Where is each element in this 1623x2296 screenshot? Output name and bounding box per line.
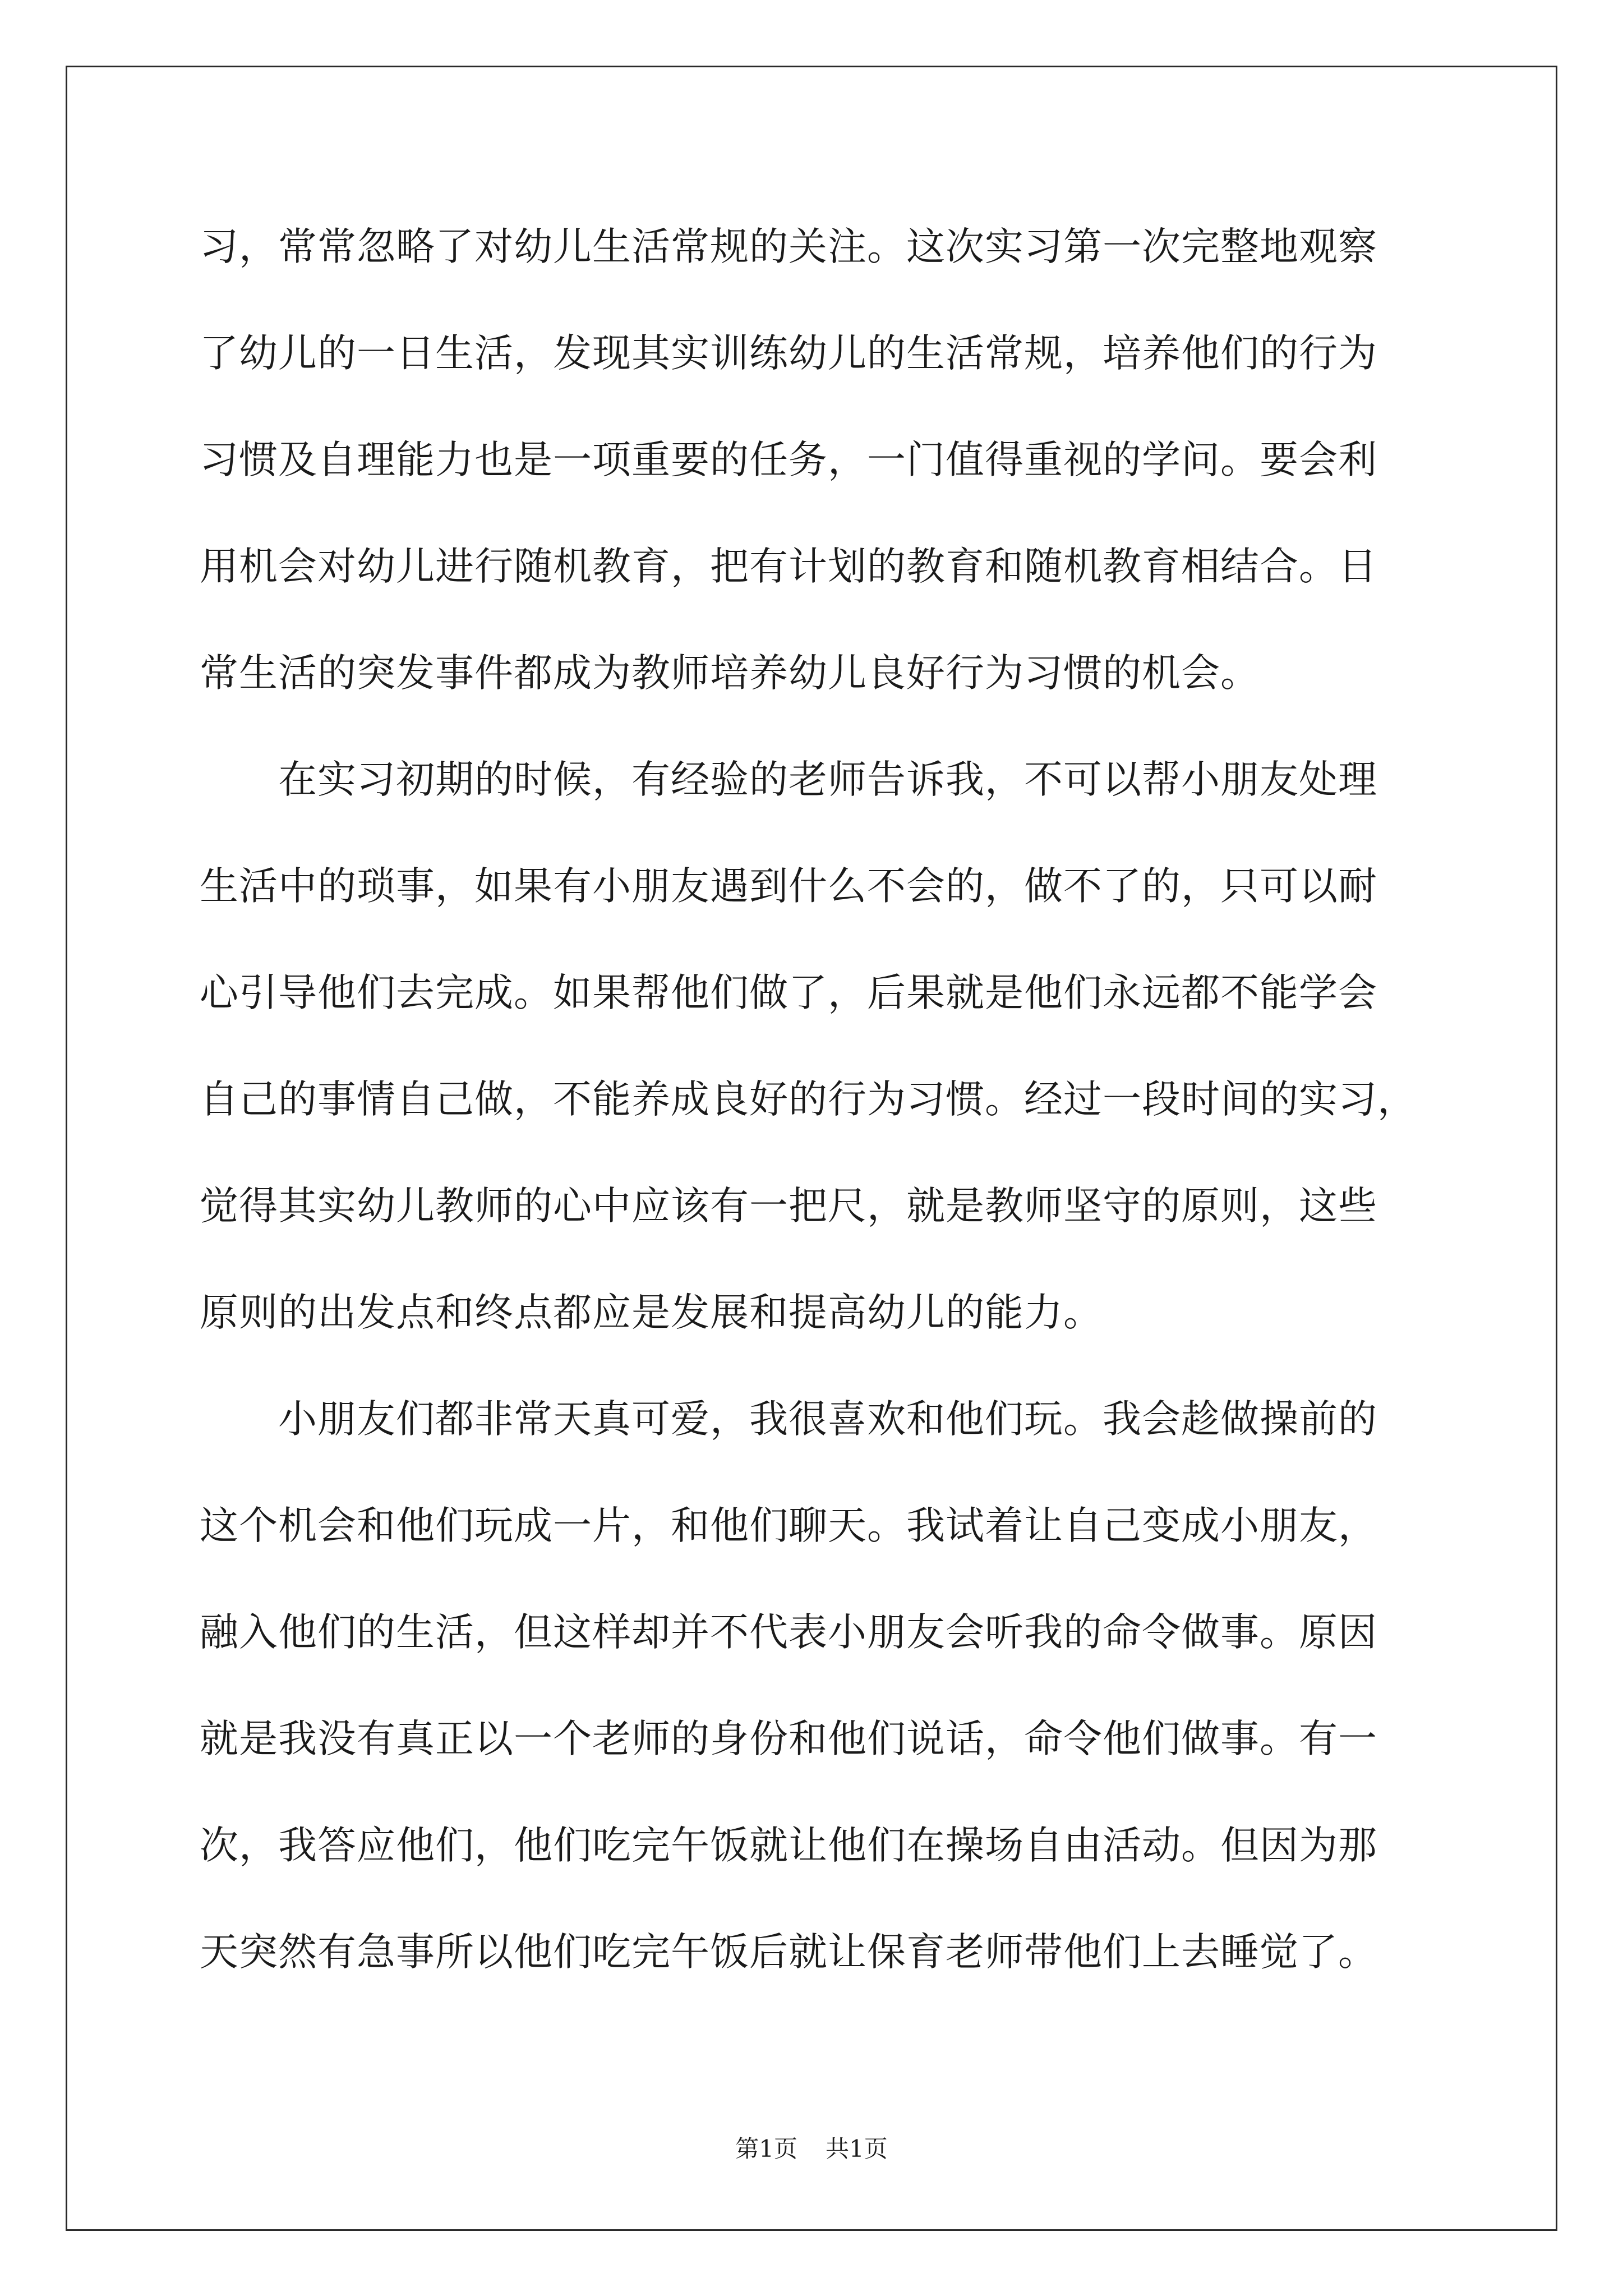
text-line: 心引导他们去完成。如果帮他们做了，后果就是他们永远都不能学会 <box>200 970 1377 1015</box>
page-number-current: 第1页 <box>735 2135 797 2162</box>
text-line: 习，常常忽略了对幼儿生活常规的关注。这次实习第一次完整地观察 <box>200 224 1377 269</box>
text-line: 就是我没有真正以一个老师的身份和他们说话，命令他们做事。有一 <box>200 1717 1377 1761</box>
text-line: 小朋友们都非常天真可爱，我很喜欢和他们玩。我会趁做操前的 <box>200 1397 1377 1442</box>
text-line: 原则的出发点和终点都应是发展和提高幼儿的能力。 <box>200 1290 1103 1335</box>
text-line: 习惯及自理能力也是一项重要的任务，一门值得重视的学问。要会利 <box>200 438 1377 482</box>
text-line: 了幼儿的一日生活，发现其实训练幼儿的生活常规，培养他们的行为 <box>200 331 1377 376</box>
text-line: 融入他们的生活，但这样却并不代表小朋友会听我的命令做事。原因 <box>200 1610 1377 1655</box>
text-line: 用机会对幼儿进行随机教育，把有计划的教育和随机教育相结合。日 <box>200 544 1377 589</box>
text-line: 自己的事情自己做，不能养成良好的行为习惯。经过一段时间的实习， <box>200 1077 1417 1122</box>
page-footer <box>0 2135 1623 2163</box>
text-line: 生活中的琐事，如果有小朋友遇到什么不会的，做不了的，只可以耐 <box>200 864 1377 909</box>
text-line: 这个机会和他们玩成一片，和他们聊天。我试着让自己变成小朋友， <box>200 1503 1377 1548</box>
page-number-total: 共1页 <box>826 2135 888 2162</box>
text-line: 觉得其实幼儿教师的心中应该有一把尺，就是教师坚守的原则，这些 <box>200 1184 1377 1228</box>
text-line: 天突然有急事所以他们吃完午饭后就让保育老师带他们上去睡觉了。 <box>200 1930 1377 1975</box>
text-line: 常生活的突发事件都成为教师培养幼儿良好行为习惯的机会。 <box>200 651 1260 696</box>
text-line: 在实习初期的时候，有经验的老师告诉我，不可以帮小朋友处理 <box>200 757 1377 802</box>
document-body <box>200 219 1433 2031</box>
text-line: 次，我答应他们，他们吃完午饭就让他们在操场自由活动。但因为那 <box>200 1823 1377 1868</box>
